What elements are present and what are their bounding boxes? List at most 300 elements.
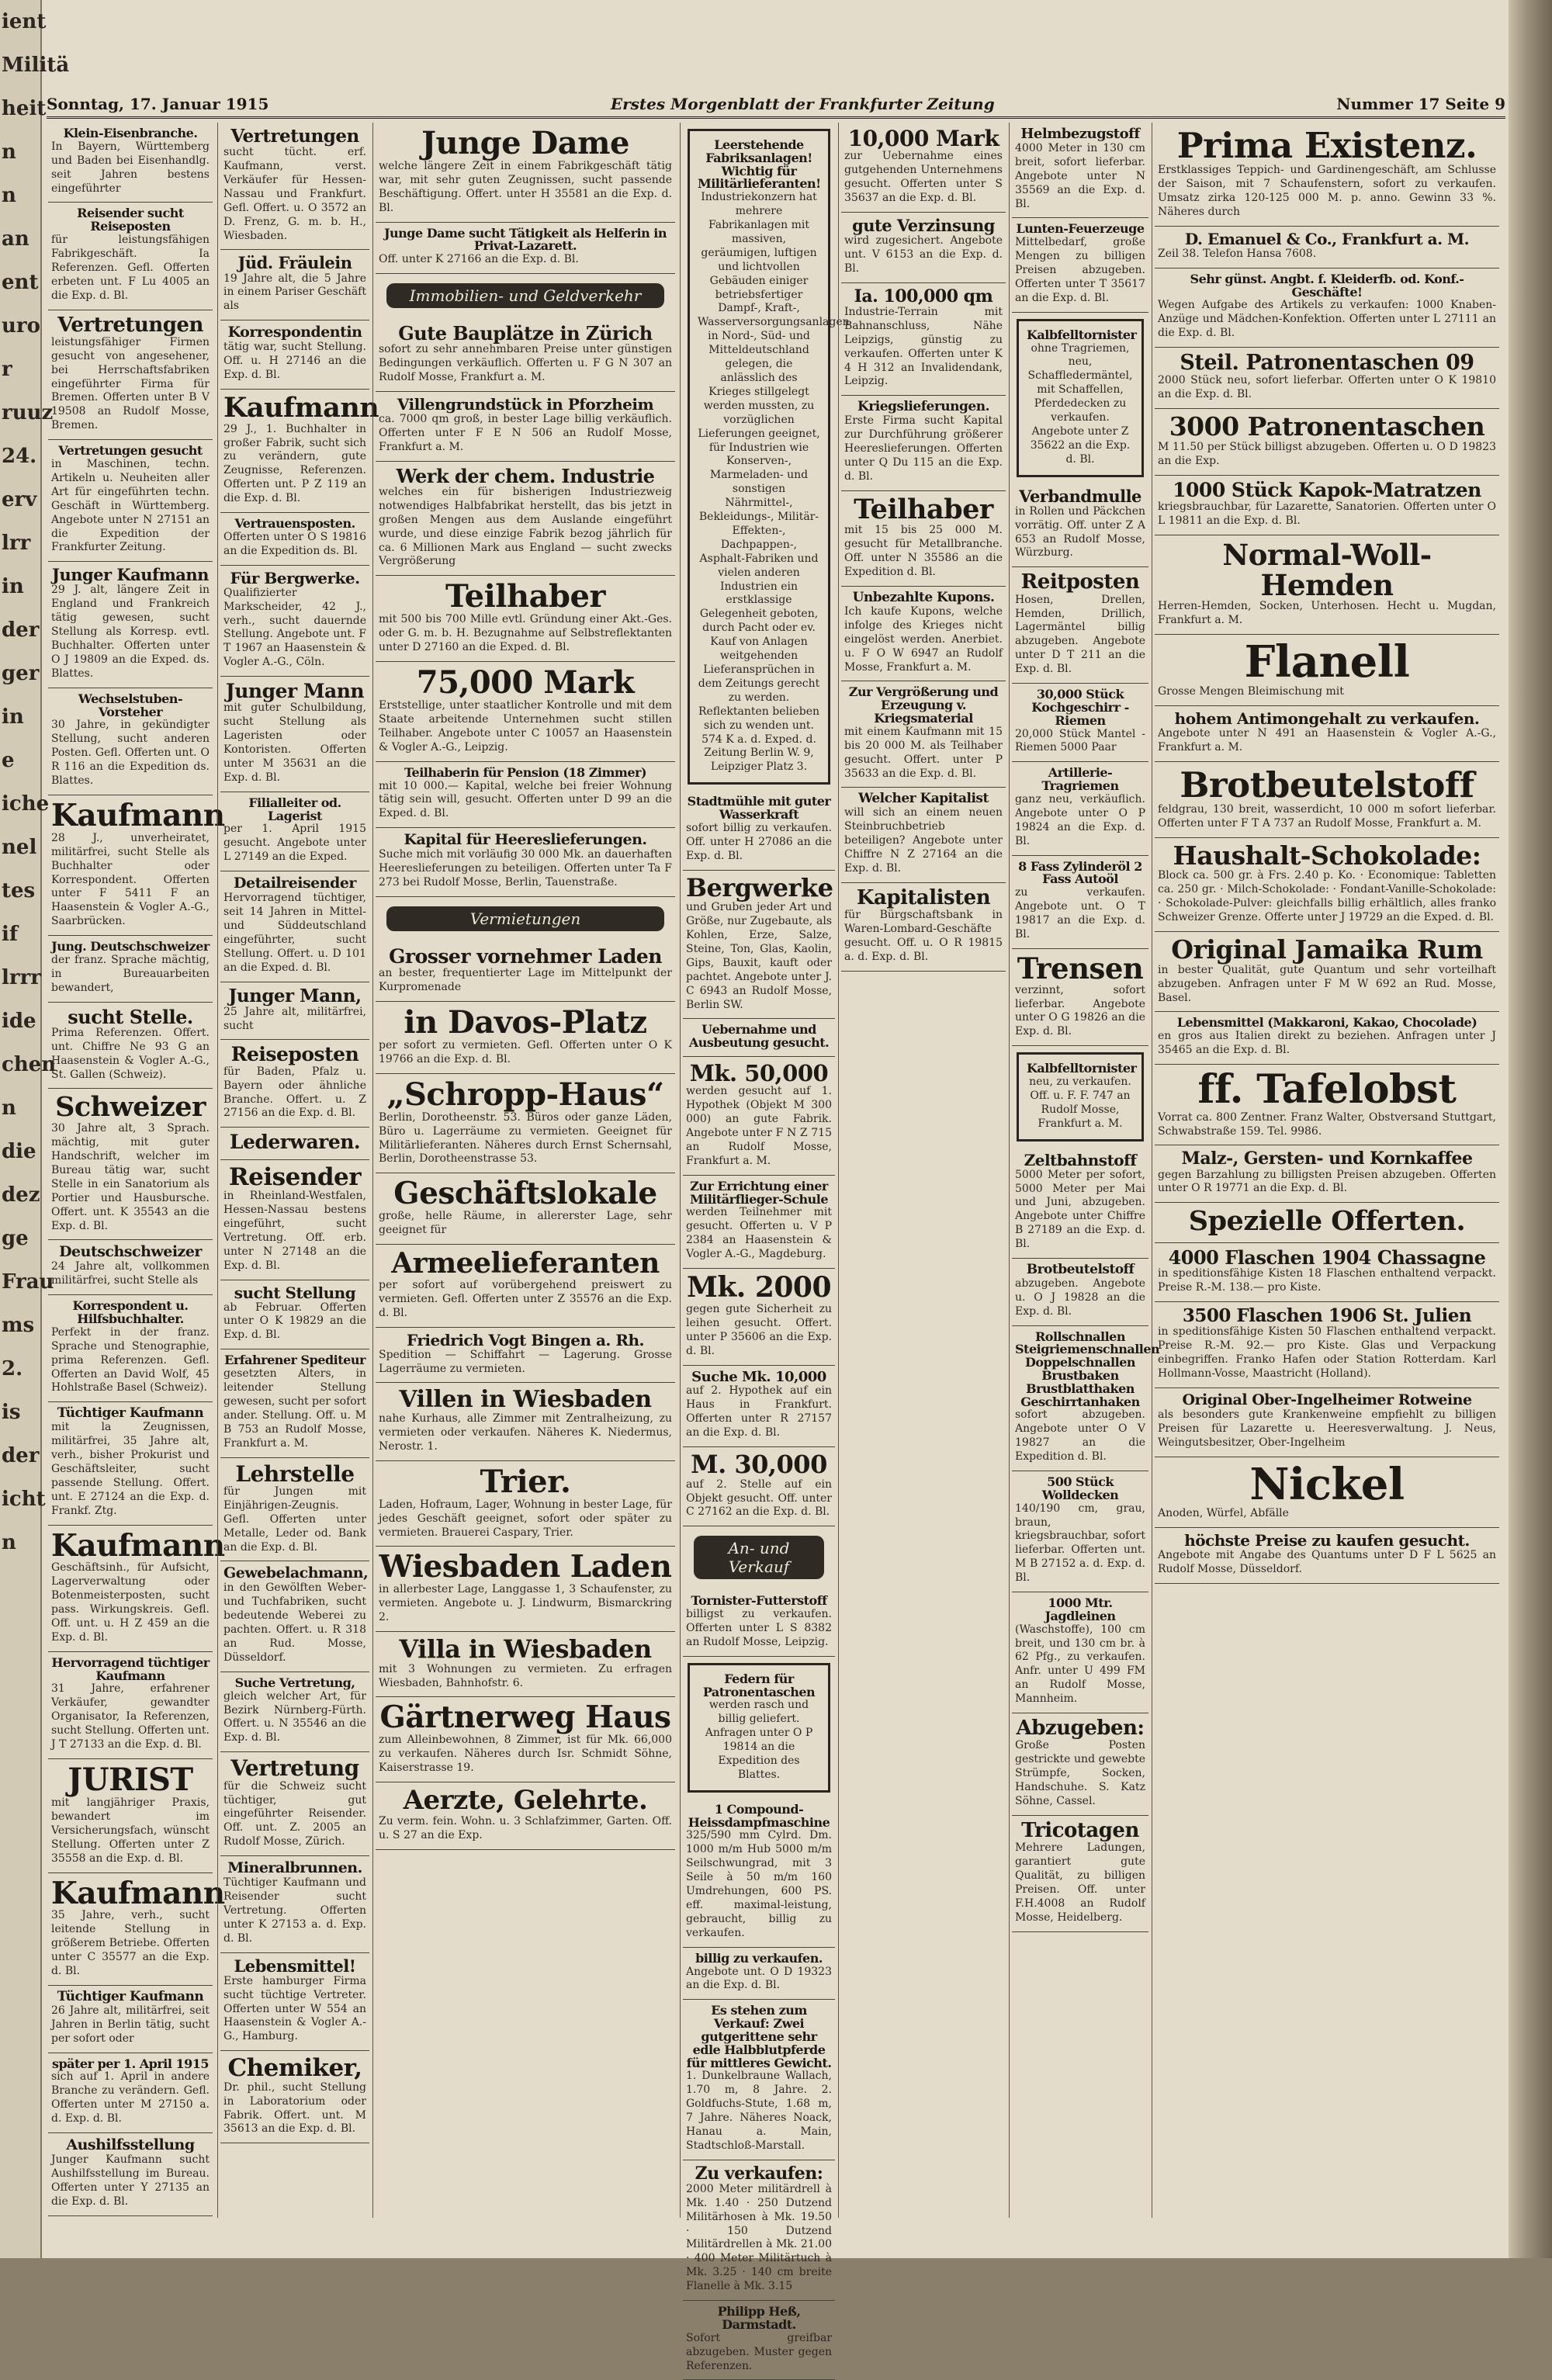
classified-ad bbox=[1012, 567, 1148, 684]
ad-body: 31 Jahre, erfahrener Verkäufer, gewandter Organisator, Ia Referenzen, sucht Stellung. Offerten unt. J T 27133 an die Exp. d. Bl. bbox=[51, 1682, 210, 1751]
classified-ad bbox=[376, 1383, 675, 1460]
ad-body: 35 Jahre, verh., sucht leitende Stellung in größerem Betriebe. Offerten unter C 35577 an die Exp. d. Bl. bbox=[51, 1909, 210, 1978]
ad-body: auf 2. Hypothek auf ein Haus in Frankfurt. Offerten unter R 27157 an die Exp. d. Bl. bbox=[686, 1384, 832, 1439]
classified-ad bbox=[220, 1672, 369, 1752]
ad-headline: Kaufmann bbox=[51, 1875, 225, 1911]
ad-headline: Filialleiter od. Lagerist bbox=[248, 795, 341, 823]
classified-ad bbox=[376, 319, 675, 392]
ad-headline: Kapitalisten bbox=[856, 885, 991, 909]
previous-page-fragment: 2. bbox=[2, 1357, 23, 1381]
classified-ad bbox=[48, 1240, 213, 1295]
classified-ad bbox=[48, 2053, 213, 2133]
previous-page-fragment: e bbox=[2, 749, 15, 772]
ad-headline: Lederwaren. bbox=[229, 1131, 361, 1154]
classified-ad bbox=[683, 1176, 835, 1269]
classified-ad bbox=[376, 897, 675, 942]
ad-body: Herren-Hemden, Socken, Unterhosen. Hecht u. Mugdan, Frankfurt a. M. bbox=[1158, 600, 1496, 627]
ad-headline: 1 Compound-Heissdampfmaschine bbox=[688, 1801, 830, 1830]
classified-ad bbox=[1155, 1203, 1499, 1243]
ad-headline: hohem Antimongehalt zu verkaufen. bbox=[1174, 708, 1480, 728]
classified-ad bbox=[1012, 949, 1148, 1046]
ad-body: in allerbester Lage, Langgasse 1, 3 Schaufenster, zu vermieten. Angebote u. J. Lindwurm, Bismarckring 2. bbox=[379, 1583, 672, 1624]
ad-headline: D. Emanuel & Co., Frankfurt a. M. bbox=[1184, 229, 1470, 248]
classified-ad bbox=[1017, 1052, 1144, 1141]
ad-body: gegen Barzahlung zu billigsten Preisen abzugeben. Offerten unter O R 19771 an die Exp. d. Bl. bbox=[1158, 1168, 1496, 1195]
ad-headline: Erfahrener Spediteur bbox=[224, 1353, 365, 1368]
classified-ad bbox=[48, 1652, 213, 1759]
classified-ad bbox=[841, 681, 1006, 788]
ad-headline: Mineralbrunnen. bbox=[227, 1859, 362, 1877]
previous-page-fragment: 24. bbox=[2, 445, 37, 468]
ad-body: 4000 Meter in 130 cm breit, sofort lieferbar. Angebote unter N 35569 an die Exp. d. Bl. bbox=[1015, 141, 1145, 210]
classified-ad bbox=[220, 677, 369, 792]
ad-headline: Junge Dame bbox=[421, 125, 629, 161]
ad-headline: Leerstehende Fabriksanlagen! Wichtig für Militärlieferanten! bbox=[698, 137, 821, 192]
ad-headline: Lehrstelle bbox=[235, 1460, 355, 1487]
classified-ad bbox=[841, 213, 1006, 283]
classified-ad bbox=[376, 123, 675, 223]
ad-body: Offerten unter O S 19816 an die Expedition ds. Bl. bbox=[223, 530, 366, 557]
ad-headline: gute Verzinsung bbox=[852, 216, 995, 236]
ad-headline: Vertretung bbox=[230, 1755, 359, 1782]
ad-body: Prima Referenzen. Offert. unt. Chiffre Ne 93 G an Haasenstein & Vogler A.-G., St. Gallen (Schweiz). bbox=[51, 1026, 210, 1081]
column-5 bbox=[841, 123, 1006, 2226]
ad-headline: Gärtnerweg Haus bbox=[379, 1699, 671, 1736]
ad-headline: 500 Stück Wolldecken bbox=[1041, 1474, 1119, 1502]
classified-ad bbox=[48, 1759, 213, 1873]
ad-headline: Malz-, Gersten- und Kornkaffee bbox=[1181, 1148, 1473, 1169]
classified-ad bbox=[1155, 535, 1499, 636]
ad-headline: Philipp Heß, Darmstadt. bbox=[717, 2304, 801, 2332]
classified-ad bbox=[1155, 1145, 1499, 1203]
ad-body: welche längere Zeit in einem Fabrikgeschäft tätig war, mit sehr guten Zeugnissen, sucht passende Beschäftigung. Offert. unter H 35581 an die Exp. d. Bl. bbox=[379, 160, 672, 214]
classified-ad bbox=[1012, 1148, 1148, 1259]
ad-body: Große Posten gestrickte und gewebte Strümpfe, Socken, Handschuhe. S. Katz Söhne, Cassel. bbox=[1015, 1739, 1145, 1808]
classified-ad bbox=[376, 576, 675, 662]
ad-headline: Kapital für Heereslieferungen. bbox=[404, 831, 647, 849]
classified-ad bbox=[220, 250, 369, 320]
classified-ad bbox=[220, 320, 369, 390]
previous-page-fragment: der bbox=[2, 1444, 40, 1467]
ad-body: Grosse Mengen Bleimischung mit bbox=[1158, 685, 1344, 698]
ad-body: Zu verm. fein. Wohn. u. 3 Schlafzimmer, Garten. Off. u. S 27 an die Exp. bbox=[379, 1814, 672, 1841]
classified-ad bbox=[376, 1461, 675, 1547]
ad-headline: Brotbeutelstoff bbox=[1180, 764, 1474, 805]
classified-ad bbox=[1012, 1592, 1148, 1713]
ad-headline: Kalbfelltornister bbox=[1027, 327, 1137, 342]
previous-page-fragment: ms bbox=[2, 1314, 35, 1337]
column-rule bbox=[838, 123, 839, 2218]
ad-body: wird zugesichert. Angebote unt. V 6153 an die Exp. d. Bl. bbox=[844, 234, 1003, 275]
ad-body: Mittelbedarf, große Mengen zu billigen Preisen abzugeben. Offerten unter T 35617 an die Exp. d. Bl. bbox=[1015, 236, 1145, 304]
ad-headline: Suche Vertretung, bbox=[234, 1675, 355, 1690]
ad-headline: Grosser vornehmer Laden bbox=[389, 944, 662, 968]
ad-body: mit 10 000.— Kapital, welche bei freier Wohnung tätig sein will, gesucht. Offerten unter D 99 an die Exped. d. Bl. bbox=[379, 779, 672, 820]
classified-ad bbox=[841, 587, 1006, 681]
column-1 bbox=[48, 123, 225, 2226]
header-masthead: Erstes Morgenblatt der Frankfurter Zeitung bbox=[610, 95, 995, 113]
ad-body: Erststellige, unter staatlicher Kontrolle und mit dem Staate arbeitende Unternehmen sucht stillen Teilhaber. Angebote unter C 10057 an Haasenstein & Vogler A.-G., Leipzig. bbox=[379, 699, 672, 753]
previous-page-fragment: n bbox=[2, 1096, 16, 1120]
ad-body: Vorrat ca. 800 Zentner. Franz Walter, Obstversand Stuttgart, Schwabstraße 159. Tel. 9986. bbox=[1158, 1110, 1496, 1138]
ad-body: 29 J. alt, längere Zeit in England und Frankreich tätig gewesen, sucht Stellung als Korresp. evtl. Buchhalter. Offerten unter O J 19809 an die Exped. ds. Blattes. bbox=[51, 584, 210, 680]
ad-headline: Trensen bbox=[1017, 951, 1144, 986]
classified-ad bbox=[48, 795, 225, 936]
previous-page-fragment: ger bbox=[2, 662, 40, 685]
ad-headline: Werk der chem. Industrie bbox=[396, 464, 655, 487]
ad-headline: Chemiker, bbox=[227, 2054, 362, 2083]
ad-body: gesetzten Alters, in leitender Stellung gewesen, sucht per sofort ander. Stellung. Off. u. M B 753 an Rudolf Mosse, Frankfurt a. M. bbox=[223, 1367, 366, 1450]
ad-body: 19 Jahre alt, die 5 Jahre in einem Pariser Geschäft als bbox=[223, 272, 366, 313]
ad-headline: Korrespondentin bbox=[227, 324, 362, 341]
classified-ad bbox=[1012, 856, 1148, 949]
previous-page-fragment: Frau bbox=[2, 1270, 54, 1294]
ad-body: (Waschstoffe), 100 cm breit, und 130 cm br. à 62 Pfg., zu verkaufen. Anfr. unter U 499 FM an Rudolf Mosse, Mannheim. bbox=[1015, 1623, 1145, 1706]
ad-headline: Vertretungen bbox=[57, 313, 203, 337]
previous-page-fragment: lrr bbox=[2, 532, 31, 555]
classified-ad bbox=[1155, 123, 1499, 227]
ad-body: In Bayern, Württemberg und Baden bei Eisenhandlg. seit Jahren bestens eingeführter bbox=[51, 140, 210, 195]
ad-headline: Gute Bauplätze in Zürich bbox=[398, 322, 653, 345]
ad-headline: 8 Fass Zylinderöl 2 Fass Autoöl bbox=[1018, 858, 1142, 887]
classified-ad bbox=[683, 1057, 835, 1176]
classified-ad bbox=[376, 1697, 675, 1782]
column-rule bbox=[372, 123, 373, 2218]
classified-ad bbox=[48, 1986, 213, 2053]
ad-headline: Unbezahlte Kupons. bbox=[852, 590, 995, 606]
ad-body: für Jungen mit Einjährigen-Zeugnis. Gefl. Offerten unter Metalle, Leder od. Bank an die Exp. d. Bl. bbox=[223, 1484, 366, 1554]
classified-ad bbox=[683, 2160, 835, 2301]
ad-headline: Spezielle Offerten. bbox=[1188, 1205, 1466, 1238]
ad-headline: Original Jamaika Rum bbox=[1171, 934, 1483, 965]
classified-ad bbox=[1012, 1259, 1148, 1326]
ad-headline: Kaufmann bbox=[51, 797, 225, 833]
classified-ad bbox=[220, 1160, 369, 1280]
classified-ad bbox=[376, 274, 675, 319]
ad-body: Industriekonzern hat mehrere Fabrikanlagen mit massiven, geräumigen, luftigen und lichtvollen Gebäuden einiger betriebsfertiger Dampf-, Kraft-, Wasserversorgungsanlagen in Nord-, Süd- und Mitteldeutschland gelegen, die anlässlich des Krieges stillgelegt werden mussten, zu vorzüglichen Lieferungen geeignet, für Industrien wie Konserven-, Marmeladen- und sonstigen Nährmittel-, Bekleidungs-, Militär-Effekten-, Dachpappen-, Asphalt-Fabriken und vielen anderen Industrien ein erstklassige Gelegenheit geboten, durch Pacht oder ev. Kauf von Anlagen weitgehenden Lieferansprüchen in dem Zeitungs gerecht zu werden. Reflektanten belieben sich zu wenden unt. 574 K a. d. Exped. d. Zeitung Berlin W. 9, Leipziger Platz 3. bbox=[698, 191, 850, 774]
ad-headline: Tüchtiger Kaufmann bbox=[57, 1405, 204, 1422]
classified-ad bbox=[220, 1856, 369, 1952]
ad-body: Angebote mit Angabe des Quantums unter D F L 5625 an Rudolf Mosse, Düsseldorf. bbox=[1158, 1549, 1496, 1576]
ad-body: 26 Jahre alt, militärfrei, seit Jahren in Berlin tätig, sucht per sofort oder bbox=[51, 2004, 210, 2045]
classified-ad bbox=[376, 942, 675, 1002]
ad-headline: Lebensmittel! bbox=[234, 1956, 356, 1976]
classified-ad bbox=[683, 2000, 835, 2160]
ad-headline: Welcher Kapitalist bbox=[858, 791, 989, 807]
column-rule bbox=[1009, 123, 1010, 2218]
previous-page-fragment: der bbox=[2, 618, 40, 642]
previous-page-fragment: erv bbox=[2, 488, 37, 511]
classified-ad bbox=[1155, 932, 1499, 1012]
classified-ad bbox=[683, 1948, 835, 2001]
classified-ad bbox=[220, 1349, 369, 1457]
ad-body: und Gruben jeder Art und Größe, nur Zugebaute, als Kohlen, Erze, Salze, Steine, Ton, Glas, Kaolin, Gips, Bauxit, kauft oder pachtet. Angebote unter J. C 6943 an Rudolf Mosse, Berlin SW. bbox=[686, 901, 832, 1011]
ad-body: in Maschinen, techn. Artikeln u. Neuheiten aller Art für eingeführten techn. Geschäft in Württemberg. Angebote unter N 27151 an die Expedition der Frankfurter Zeitung. bbox=[51, 457, 210, 554]
ad-headline: höchste Preise zu kaufen gesucht. bbox=[1184, 1531, 1470, 1550]
ad-body: sofort abzugeben. Angebote unter O V 19827 an die Expedition d. Bl. bbox=[1015, 1408, 1145, 1464]
ad-headline: Reitposten bbox=[1020, 570, 1140, 594]
previous-page-fragment: in bbox=[2, 705, 24, 729]
classified-ad bbox=[1012, 123, 1148, 218]
previous-page-fragment: tes bbox=[2, 879, 36, 902]
ad-body: ohne Tragriemen, neu, Schaffledermäntel, mit Schaffellen, Pferdedecken zu verkaufen. Angebote unter Z 35622 an die Exp. d. Bl. bbox=[1027, 341, 1133, 466]
ad-body: Spedition — Schiffahrt — Lagerung. Grosse Lagerräume zu vermieten. bbox=[379, 1348, 672, 1375]
ad-headline: Aushilfsstellung bbox=[66, 2136, 195, 2153]
ad-headline: Stadtmühle mit guter Wasserkraft bbox=[687, 794, 831, 823]
ad-body: sofort zu sehr annehmbaren Preise unter günstigen Bedingungen verkäuflich. Offerten u. F G N 307 an Rudolf Mosse, Frankfurt a. M. bbox=[379, 343, 672, 384]
ad-body: mit guter Schulbildung, sucht Stellung als Lageristen oder Kontoristen. Offerten unter M 35631 an die Exp. d. Bl. bbox=[223, 702, 366, 784]
classified-ad bbox=[376, 1002, 675, 1074]
ad-headline: Aerzte, Gelehrte. bbox=[403, 1785, 648, 1817]
previous-page-fragment: icht bbox=[2, 1488, 46, 1511]
ad-headline: Für Bergwerke. bbox=[230, 568, 360, 587]
classified-ad bbox=[376, 1328, 675, 1384]
ad-body: mit langjähriger Praxis, bewandert im Versicherungsfach, wünscht Stellung. Offerten unter Z 35558 an die Exp. d. Bl. bbox=[51, 1796, 210, 1865]
classified-ad bbox=[48, 203, 213, 310]
ad-headline: Steil. Patronentaschen 09 bbox=[1180, 351, 1474, 376]
classified-ad bbox=[683, 1447, 835, 1526]
ad-headline: Artillerie-Tragriemen bbox=[1041, 765, 1119, 794]
classified-ad bbox=[48, 1089, 213, 1240]
ad-headline: Gewebelachmann, bbox=[223, 1564, 369, 1582]
ad-body: Erstklassiges Teppich- und Gardinengeschäft, am Schlusse der Saison, mit 7 Schaufenstern, sofort zu verkaufen. Umsatz zirka 120-125 000 M. p. anno. Gewinn 33 %. Näheres durch bbox=[1158, 164, 1496, 218]
ad-body: in bester Qualität, gute Quantum und sehr vorteilhaft abzugeben. Anfragen unter F M W 692 an Rud. Mosse, Basel. bbox=[1158, 963, 1496, 1004]
classified-ad bbox=[220, 1953, 369, 2052]
ad-body: für die Schweiz sucht tüchtiger, gut eingeführter Reisender. Off. unt. Z. 2005 an Rudolf Mosse, Zürich. bbox=[223, 1779, 366, 1848]
ad-headline: Teilhaber bbox=[445, 578, 605, 615]
classified-ad bbox=[1155, 1528, 1499, 1584]
previous-page-fragment: uro bbox=[2, 314, 40, 338]
ad-body: mit einem Kaufmann mit 15 bis 20 000 M. als Teilhaber gesucht. Offert. unter P 35633 an die Exp. d. Bl. bbox=[844, 725, 1003, 780]
header-page-number: Nummer 17 Seite 9 bbox=[1336, 95, 1505, 113]
classified-ad bbox=[688, 129, 850, 785]
ad-body: verzinnt, sofort lieferbar. Angebote unter O G 19826 an die Exp. d. Bl. bbox=[1015, 983, 1145, 1038]
ad-body: Perfekt in der franz. Sprache und Stenographie, prima Referenzen. Gefl. Offerten an David Wolf, 45 Hohlstraße Basel (Schweiz). bbox=[51, 1325, 210, 1394]
ad-headline: Detailreisender bbox=[234, 875, 356, 892]
classified-ad bbox=[1012, 1713, 1148, 1816]
classified-ad bbox=[841, 283, 1006, 397]
classified-ad bbox=[376, 1245, 675, 1328]
classified-ad bbox=[376, 462, 675, 577]
ad-headline: Korrespondent u. Hilfsbuchhalter. bbox=[72, 1298, 189, 1326]
classified-ad bbox=[220, 123, 369, 250]
ad-body: große, helle Räume, in allererster Lage, sehr geeignet für bbox=[379, 1210, 672, 1237]
classified-ad bbox=[1012, 684, 1148, 762]
ad-headline: „Schropp-Haus“ bbox=[386, 1076, 664, 1113]
ad-body: 30 Jahre, in gekündigter Stellung, sucht anderen Posten. Gefl. Offerten unt. O R 116 an die Expedition ds. Blattes. bbox=[51, 719, 210, 787]
ad-body: Tüchtiger Kaufmann und Reisender sucht Vertretung. Offerten unter K 27153 a. d. Exp. d. Bl. bbox=[223, 1876, 366, 1945]
ad-body: Hosen, Drellen, Hemden, Drillich, Lagermäntel billig abzugeben. Angebote unter D T 211 an die Exp. d. Bl. bbox=[1015, 593, 1145, 676]
classified-ad bbox=[220, 1128, 369, 1159]
column-6 bbox=[1012, 123, 1160, 2226]
previous-page-fragment: die bbox=[2, 1140, 36, 1163]
previous-page-fragment: an bbox=[2, 227, 29, 251]
ad-body: 5000 Meter per sofort, 5000 Meter per Mai und Juni, abzugeben. Angebote unter Chiffre B 27189 an die Exp. d. Bl. bbox=[1015, 1168, 1145, 1251]
ad-headline: Sehr günst. Angbt. f. Kleiderfb. od. Konf.-Geschäfte! bbox=[1190, 271, 1464, 300]
classified-ad bbox=[376, 1782, 675, 1850]
ad-body: in Rollen und Päckchen vorrätig. Off. unter Z A 653 an Rudolf Mosse, Würzburg. bbox=[1015, 504, 1145, 559]
classified-ad bbox=[376, 662, 675, 762]
ad-body: werden gesucht auf 1. Hypothek (Objekt M 300 000) an gute Fabrik. Angebote unter F N Z 715 an Rudolf Mosse, Frankfurt a. M. bbox=[686, 1085, 832, 1167]
ad-headline: Kaufmann bbox=[51, 1527, 225, 1564]
ad-body: in speditionsfähige Kisten 18 Flaschen enthaltend verpackt. Preise R.-M. 138.— pro Kiste. bbox=[1158, 1267, 1496, 1294]
ad-body: 2000 Stück neu, sofort lieferbar. Offerten unter O K 19810 an die Exp. d. Bl. bbox=[1158, 374, 1496, 401]
previous-page-fragment: chen bbox=[2, 1053, 57, 1076]
classified-ad bbox=[1012, 483, 1148, 568]
classified-ad bbox=[1155, 1457, 1499, 1529]
section-heading: Immobilien- und Geldverkehr bbox=[386, 283, 664, 308]
column-2 bbox=[220, 123, 379, 2226]
classified-ad bbox=[683, 2301, 835, 2380]
ad-body: 28 J., unverheiratet, militärfrei, sucht Stelle als Buchhalter oder Korrespondent. Offerten unter F 5411 F an Haasenstein & Vogler A.-G., Saarbrücken. bbox=[51, 831, 210, 928]
ad-headline: Tüchtiger Kaufmann bbox=[57, 1989, 204, 2005]
ad-headline: Tornister-Futterstoff bbox=[691, 1593, 827, 1609]
section-heading: An- und Verkauf bbox=[694, 1536, 824, 1579]
column-3 bbox=[376, 123, 675, 2226]
classified-ad bbox=[220, 1458, 369, 1562]
ad-headline: Uebernahme und Ausbeutung gesucht. bbox=[688, 1022, 830, 1051]
ad-body: 30 Jahre alt, 3 Sprach. mächtig, mit guter Handschrift, welcher im Bureau tätig war, sucht Stelle in ein Sanatorium als Portier und Hausbursche. Offert. unt. K 35543 an die Exp. d. Bl. bbox=[51, 1122, 210, 1232]
classified-ad bbox=[1155, 476, 1499, 535]
ad-body: sucht tücht. erf. Kaufmann, verst. Verkäufer für Hessen-Nassau und Frankfurt. Gefl. Offert. u. O 3572 an D. Frenz, G. m. b. H., Wiesbaden. bbox=[223, 146, 366, 242]
previous-page-fragment: ide bbox=[2, 1010, 36, 1033]
classified-ad bbox=[688, 1663, 830, 1793]
ad-headline: Armeelieferanten bbox=[391, 1247, 660, 1280]
ad-body: gleich welcher Art, für Bezirk Nürnberg-Fürth. Offert. u. N 35546 an die Exp. d. Bl. bbox=[223, 1689, 366, 1744]
classified-ad bbox=[220, 1040, 369, 1128]
ad-headline: billig zu verkaufen. bbox=[695, 1950, 823, 1966]
classified-ad bbox=[48, 1295, 213, 1402]
ad-headline: 1000 Mtr. Jagdleinen bbox=[1044, 1595, 1116, 1623]
ad-headline: Mk. 2000 bbox=[686, 1271, 832, 1304]
ad-body: Laden, Hofraum, Lager, Wohnung in bester Lage, für jedes Geschäft geeignet, sofort oder später zu vermieten. Brauerei Caspary, Trier. bbox=[379, 1498, 672, 1539]
previous-page-fragment: n bbox=[2, 140, 16, 164]
classified-ad bbox=[1012, 1471, 1148, 1592]
ad-body: ab Februar. Offerten unter O K 19829 an die Exp. d. Bl. bbox=[223, 1301, 366, 1342]
ad-headline: 10,000 Mark bbox=[847, 126, 999, 151]
ad-headline: Junger Mann bbox=[225, 680, 365, 703]
classified-ad bbox=[683, 871, 835, 1020]
previous-page-fragment: if bbox=[2, 923, 19, 946]
classified-ad bbox=[1155, 1065, 1499, 1145]
ad-body: Off. unter K 27166 an die Exp. d. Bl. bbox=[379, 253, 579, 266]
ad-body: Anoden, Würfel, Abfälle bbox=[1158, 1507, 1289, 1520]
ad-body: Berlin, Dorotheenstr. 53. Büros oder ganze Läden, Büro u. Lagerräume zu vermieten. Geeignet für Militärlieferanten. Näheres durch Ernst Schernsahl, Berlin, Dorotheenstrasse 53. bbox=[379, 1110, 672, 1166]
classified-ad bbox=[48, 936, 213, 1003]
ad-body: en gros aus Italien direkt zu beziehen. Anfragen unter J 35465 an die Exp. d. Bl. bbox=[1158, 1030, 1496, 1057]
ad-headline: Flanell bbox=[1244, 636, 1410, 688]
previous-page-fragment: in bbox=[2, 575, 24, 598]
classified-ad bbox=[48, 1402, 213, 1525]
ad-body: per sofort zu vermieten. Gefl. Offerten unter O K 19766 an die Exp. d. Bl. bbox=[379, 1038, 672, 1065]
previous-page-fragment: iche bbox=[2, 792, 50, 816]
ad-headline: Junger Mann, bbox=[228, 985, 362, 1006]
ad-headline: Tricotagen bbox=[1021, 1818, 1139, 1842]
ad-body: Block ca. 500 gr. à Frs. 2.40 p. Ko. · Economique: Tabletten ca. 250 gr. · Milch-Schokolade: · Fondant-Vanille-Schokolade: · Schokolade-Pulver: gleichfalls billig erhältlich, alles franko Schweizer Grenze. Offerte unter J 19729 an die Exped. d. Bl. bbox=[1158, 869, 1496, 924]
previous-page-fragment: is bbox=[2, 1401, 21, 1424]
ad-body: Erste hamburger Firma sucht tüchtige Vertreter. Offerten unter W 554 an Haasenstein & Vogler A.-G., Hamburg. bbox=[223, 1974, 366, 2043]
ad-headline: Nickel bbox=[1249, 1458, 1405, 1510]
classified-ad bbox=[220, 513, 369, 566]
classified-ad bbox=[1155, 838, 1499, 932]
classified-ad bbox=[48, 1526, 225, 1652]
classified-ad bbox=[48, 562, 213, 688]
section-heading: Vermietungen bbox=[386, 906, 664, 931]
ad-headline: Geschäftslokale bbox=[393, 1176, 657, 1212]
ad-body: in speditionsfähige Kisten 50 Flaschen enthaltend verpackt. Preise R.-M. 92.— pro Kiste. Glas und Verpackung einbegriffen. Franko Hafen oder Station Rotterdam. Karl Hollmann-Vosse, Maastricht (Holland). bbox=[1158, 1325, 1496, 1380]
ad-body: 140/190 cm, grau, braun, kriegsbrauchbar, sofort lieferbar. Offerten unt. M B 27152 a. d. Exp. d. Bl. bbox=[1015, 1502, 1145, 1585]
ad-headline: Prima Existenz. bbox=[1176, 125, 1478, 166]
ad-headline: Wechselstuben-Vorsteher bbox=[78, 691, 183, 719]
classified-ad bbox=[376, 828, 675, 897]
column-rule bbox=[217, 123, 218, 2218]
previous-page-fragment: ent bbox=[2, 271, 39, 294]
ad-headline: in Davos-Platz bbox=[404, 1003, 647, 1041]
classified-ad bbox=[841, 883, 1006, 972]
header-date: Sonntag, 17. Januar 1915 bbox=[47, 95, 269, 113]
ad-headline: Zur Vergrößerung und Erzeugung v. Kriegsmaterial bbox=[848, 684, 999, 726]
classified-ad bbox=[220, 390, 379, 513]
classified-ad bbox=[841, 491, 1006, 587]
ad-body: der franz. Sprache mächtig, in Bureauarbeiten bewandert, bbox=[51, 953, 210, 994]
classified-ad bbox=[376, 762, 675, 829]
column-4 bbox=[683, 123, 850, 2372]
ad-body: auf 2. Stelle auf ein Objekt gesucht. Off. unter C 27162 an die Exp. d. Bl. bbox=[686, 1478, 832, 1519]
classified-ad bbox=[220, 566, 369, 677]
classified-ad bbox=[220, 871, 369, 982]
book-binding bbox=[1509, 0, 1552, 2258]
classified-ad bbox=[1012, 1326, 1160, 1471]
ad-headline: Schweizer bbox=[55, 1091, 206, 1124]
classified-ad bbox=[1017, 319, 1144, 477]
classified-ad bbox=[1155, 1012, 1499, 1065]
classified-ad bbox=[48, 2133, 213, 2216]
classified-ad bbox=[376, 223, 675, 275]
classified-ad bbox=[1012, 218, 1148, 312]
previous-page-edge bbox=[0, 0, 70, 2258]
classified-ad bbox=[220, 982, 369, 1041]
ad-headline: 4000 Flaschen 1904 Chassagne bbox=[1168, 1246, 1486, 1270]
ad-body: 2000 Meter militärdrell à Mk. 1.40 · 250 Dutzend Militärhosen à Mk. 19.50 · 150 Dutzend Militärdrellen à Mk. 21.00 · 400 Meter Militärtuch à Mk. 3.25 · 140 cm breite Flanelle à Mk. 3.15 bbox=[686, 2182, 832, 2293]
ad-body: für leistungsfähigen Fabrikgeschäft. Ia Referenzen. Gefl. Offerten erbeten unt. F Lu 4005 an die Exp. d. Bl. bbox=[51, 234, 210, 302]
ad-headline: Original Ober-Ingelheimer Rotweine bbox=[1182, 1391, 1472, 1408]
ad-headline: Kalbfelltornister bbox=[1027, 1061, 1137, 1076]
ad-body: mit 15 bis 25 000 M. gesucht für Metallbranche. Off. unter N 35586 an die Expedition d. Bl. bbox=[844, 524, 1003, 579]
ad-headline: Reisender sucht Reiseposten bbox=[77, 206, 184, 234]
ad-headline: Helmbezugstoff bbox=[1020, 126, 1140, 142]
ad-headline: Bergwerke bbox=[686, 872, 833, 902]
classified-ad bbox=[1155, 635, 1499, 706]
ad-body: Suche mich mit vorläufig 30 000 Mk. an dauerhaften Heereslieferungen zu beteiligen. Offerten unter Ta F 273 bei Rudolf Mosse, Berlin, Tauenstraße. bbox=[379, 848, 672, 889]
ad-body: Angebote unt. O D 19323 an die Exp. d. Bl. bbox=[686, 1965, 832, 1992]
previous-page-fragment: dez bbox=[2, 1183, 40, 1207]
ad-headline: Es stehen zum Verkauf: Zwei gutgerittene sehr edle Halbblutpferde für mittleres Gewicht. bbox=[686, 2003, 832, 2070]
previous-page-fragment: nel bbox=[2, 836, 37, 859]
ad-headline: Vertretungen gesucht bbox=[58, 443, 203, 459]
ad-headline: Verbandmulle bbox=[1019, 486, 1141, 506]
previous-page-fragment: ient bbox=[2, 10, 47, 33]
ad-headline: JURIST bbox=[68, 1762, 193, 1799]
ad-body: welches ein für bisherigen Industriezweig notwendiges Halbfabrikat herstellt, das bis jetzt in großen Mengen aus dem Auslande eingeführt wurde, und diese einzige Fabrik bezog jährlich für ca. 6 Millionen Mark aus England — sucht zwecks Vergrößerung bbox=[379, 485, 672, 568]
ad-body: ganz neu, verkäuflich. Angebote unter O P 19824 an die Exp. d. Bl. bbox=[1015, 792, 1145, 847]
classified-ad bbox=[1155, 1302, 1499, 1388]
ad-body: 1. Dunkelbraune Wallach, 1.70 m, 8 Jahre. 2. Goldfuchs-Stute, 1.68 m, 7 Jahre. Näheres Noack, Hanau a. Main, Stadtschloß-Marstall. bbox=[686, 2070, 832, 2152]
ad-body: an bester, frequentierter Lage im Mittelpunkt der Kurpromenade bbox=[379, 967, 672, 994]
ad-body: Ich kaufe Kupons, welche infolge des Krieges nicht eingelöst werden. Anerbiet. u. F O W 6947 an Rudolf Mosse, Frankfurt a. M. bbox=[844, 605, 1003, 674]
ad-headline: Hervorragend tüchtiger Kaufmann bbox=[51, 1654, 210, 1683]
classified-ad bbox=[48, 440, 213, 562]
classified-ad bbox=[1012, 1816, 1148, 1932]
